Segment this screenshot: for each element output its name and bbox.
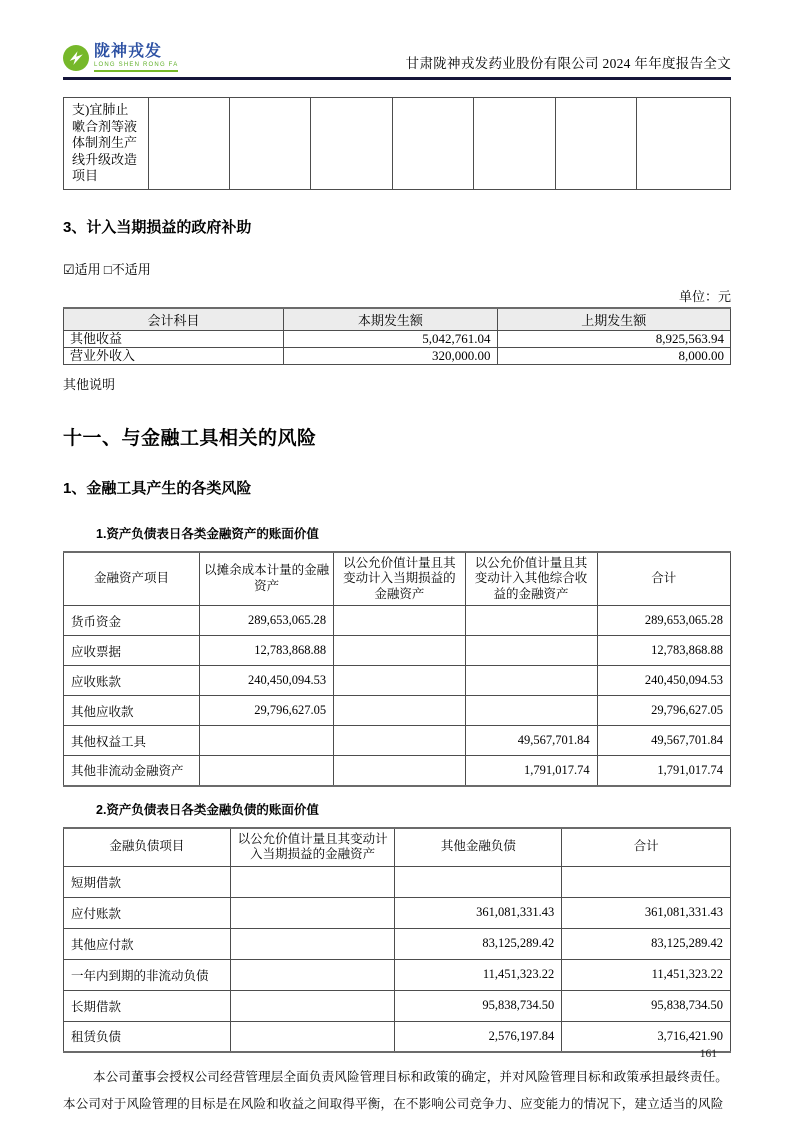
column-header: 金融负债项目 bbox=[64, 828, 231, 867]
amount-cell: 83,125,289.42 bbox=[562, 928, 731, 959]
row-label: 租赁负债 bbox=[64, 1021, 231, 1052]
row-label: 营业外收入 bbox=[64, 347, 284, 364]
table-row bbox=[64, 959, 731, 990]
checkbox-applicable-checked-icon: ☑ bbox=[63, 261, 75, 277]
amount-cell: 95,838,734.50 bbox=[395, 990, 562, 1021]
amount-cell: 361,081,331.43 bbox=[395, 897, 562, 928]
table-row bbox=[64, 330, 731, 347]
empty-cell bbox=[555, 98, 636, 190]
company-logo bbox=[63, 44, 178, 72]
row-label: 应收票据 bbox=[64, 636, 200, 666]
amount-cell bbox=[230, 990, 395, 1021]
header-rule bbox=[63, 77, 731, 80]
amount-cell: 5,042,761.04 bbox=[284, 330, 497, 347]
page-number: 161 bbox=[699, 1048, 717, 1060]
amount-cell: 240,450,094.53 bbox=[597, 666, 730, 696]
project-name-cell: 支)宜肺止嗽合剂等液体制剂生产线升级改造项目 bbox=[64, 98, 149, 190]
other-notes-label: 其他说明 bbox=[63, 376, 116, 392]
amount-cell bbox=[395, 866, 562, 897]
row-label: 应收账款 bbox=[64, 666, 200, 696]
amount-cell bbox=[200, 756, 334, 786]
logo-icon bbox=[63, 45, 89, 71]
column-header: 合计 bbox=[597, 552, 730, 606]
page-header bbox=[63, 44, 731, 72]
amount-cell: 49,567,701.84 bbox=[465, 726, 597, 756]
amount-cell bbox=[230, 866, 395, 897]
column-header: 合计 bbox=[562, 828, 731, 867]
table-row bbox=[64, 666, 731, 696]
amount-cell: 12,783,868.88 bbox=[200, 636, 334, 666]
amount-cell bbox=[334, 726, 465, 756]
column-header: 以公允价值计量且其变动计入当期损益的金融资产 bbox=[334, 552, 465, 606]
amount-cell bbox=[465, 696, 597, 726]
amount-cell: 289,653,065.28 bbox=[200, 606, 334, 636]
report-title: 甘肃陇神戎发药业股份有限公司 2024 年年度报告全文 bbox=[405, 56, 731, 71]
empty-cell bbox=[392, 98, 473, 190]
table-row bbox=[64, 1021, 731, 1052]
applicable-label: 适用 bbox=[74, 261, 101, 277]
table-header-row bbox=[64, 552, 731, 606]
column-header: 以公允价值计量且其变动计入其他综合收益的金融资产 bbox=[465, 552, 597, 606]
amount-cell bbox=[230, 959, 395, 990]
section-11-heading: 十一、与金融工具相关的风险 bbox=[63, 427, 317, 449]
amount-cell: 1,791,017.74 bbox=[465, 756, 597, 786]
amount-cell: 95,838,734.50 bbox=[562, 990, 731, 1021]
paragraph-line: 本公司董事会授权公司经营管理层全面负责风险管理目标和政策的确定，并对风险管理目标和政策承担最终责任。 bbox=[93, 1070, 729, 1084]
row-label: 其他非流动金融资产 bbox=[64, 756, 200, 786]
column-header: 本期发生额 bbox=[284, 308, 497, 331]
brand-name-cn: 陇神戎发 bbox=[94, 43, 163, 60]
amount-cell: 1,791,017.74 bbox=[597, 756, 730, 786]
table-row bbox=[64, 98, 731, 190]
amount-cell: 3,716,421.90 bbox=[562, 1021, 731, 1052]
unit-label: 单位：元 bbox=[678, 288, 731, 304]
empty-cell bbox=[311, 98, 392, 190]
brand-name-en: LONG SHEN RONG FA bbox=[94, 62, 178, 72]
financial-assets-table bbox=[63, 551, 731, 787]
table-row bbox=[64, 636, 731, 666]
amount-cell: 320,000.00 bbox=[284, 347, 497, 364]
column-header: 金融资产项目 bbox=[64, 552, 200, 606]
table-row bbox=[64, 897, 731, 928]
table-header-row bbox=[64, 308, 731, 331]
amount-cell: 29,796,627.05 bbox=[597, 696, 730, 726]
column-header: 会计科目 bbox=[64, 308, 284, 331]
table-row bbox=[64, 756, 731, 786]
amount-cell bbox=[230, 928, 395, 959]
table-row bbox=[64, 606, 731, 636]
amount-cell bbox=[465, 606, 597, 636]
empty-cell bbox=[148, 98, 229, 190]
table-row bbox=[64, 928, 731, 959]
row-label: 短期借款 bbox=[64, 866, 231, 897]
financial-liabilities-table bbox=[63, 827, 731, 1054]
amount-cell: 240,450,094.53 bbox=[200, 666, 334, 696]
amount-cell bbox=[334, 756, 465, 786]
liabilities-table-caption: 2.资产负债表日各类金融负债的账面价值 bbox=[96, 802, 319, 817]
logo-wordmark bbox=[94, 44, 178, 72]
amount-cell: 11,451,323.22 bbox=[395, 959, 562, 990]
table-row bbox=[64, 866, 731, 897]
checkbox-not-applicable-icon: □ bbox=[103, 261, 112, 277]
amount-cell bbox=[334, 666, 465, 696]
row-label: 其他收益 bbox=[64, 330, 284, 347]
amount-cell bbox=[334, 696, 465, 726]
row-label: 长期借款 bbox=[64, 990, 231, 1021]
section-11-1-heading: 1、金融工具产生的各类风险 bbox=[63, 479, 252, 497]
amount-cell: 49,567,701.84 bbox=[597, 726, 730, 756]
risk-management-paragraph bbox=[63, 1064, 731, 1118]
table-row bbox=[64, 726, 731, 756]
amount-cell bbox=[465, 636, 597, 666]
not-applicable-label: 不适用 bbox=[111, 261, 151, 277]
column-header: 以公允价值计量且其变动计入当期损益的金融资产 bbox=[230, 828, 395, 867]
amount-cell: 12,783,868.88 bbox=[597, 636, 730, 666]
applicability-line bbox=[63, 259, 731, 278]
amount-cell: 29,796,627.05 bbox=[200, 696, 334, 726]
carryover-table bbox=[63, 97, 731, 190]
empty-cell bbox=[230, 98, 311, 190]
column-header: 上期发生额 bbox=[497, 308, 730, 331]
row-label: 其他权益工具 bbox=[64, 726, 200, 756]
government-subsidy-table bbox=[63, 307, 731, 365]
amount-cell: 289,653,065.28 bbox=[597, 606, 730, 636]
amount-cell: 2,576,197.84 bbox=[395, 1021, 562, 1052]
paragraph-line: 本公司对于风险管理的目标是在风险和收益之间取得平衡，在不影响公司竞争力、应变能力的情况下，建立适当的风险 bbox=[63, 1097, 724, 1111]
amount-cell bbox=[465, 666, 597, 696]
amount-cell bbox=[230, 1021, 395, 1052]
assets-table-caption: 1.资产负债表日各类金融资产的账面价值 bbox=[96, 526, 319, 541]
row-label: 货币资金 bbox=[64, 606, 200, 636]
amount-cell: 8,000.00 bbox=[497, 347, 730, 364]
amount-cell bbox=[334, 636, 465, 666]
table-row bbox=[64, 347, 731, 364]
amount-cell: 361,081,331.43 bbox=[562, 897, 731, 928]
row-label: 其他应收款 bbox=[64, 696, 200, 726]
section-3-heading: 3、计入当期损益的政府补助 bbox=[63, 218, 252, 236]
amount-cell bbox=[200, 726, 334, 756]
table-header-row bbox=[64, 828, 731, 867]
table-row bbox=[64, 696, 731, 726]
empty-cell bbox=[636, 98, 730, 190]
amount-cell: 8,925,563.94 bbox=[497, 330, 730, 347]
amount-cell bbox=[562, 866, 731, 897]
row-label: 应付账款 bbox=[64, 897, 231, 928]
empty-cell bbox=[474, 98, 555, 190]
row-label: 一年内到期的非流动负债 bbox=[64, 959, 231, 990]
table-row bbox=[64, 990, 731, 1021]
amount-cell: 83,125,289.42 bbox=[395, 928, 562, 959]
amount-cell bbox=[334, 606, 465, 636]
column-header: 其他金融负债 bbox=[395, 828, 562, 867]
column-header: 以摊余成本计量的金融资产 bbox=[200, 552, 334, 606]
row-label: 其他应付款 bbox=[64, 928, 231, 959]
amount-cell: 11,451,323.22 bbox=[562, 959, 731, 990]
amount-cell bbox=[230, 897, 395, 928]
